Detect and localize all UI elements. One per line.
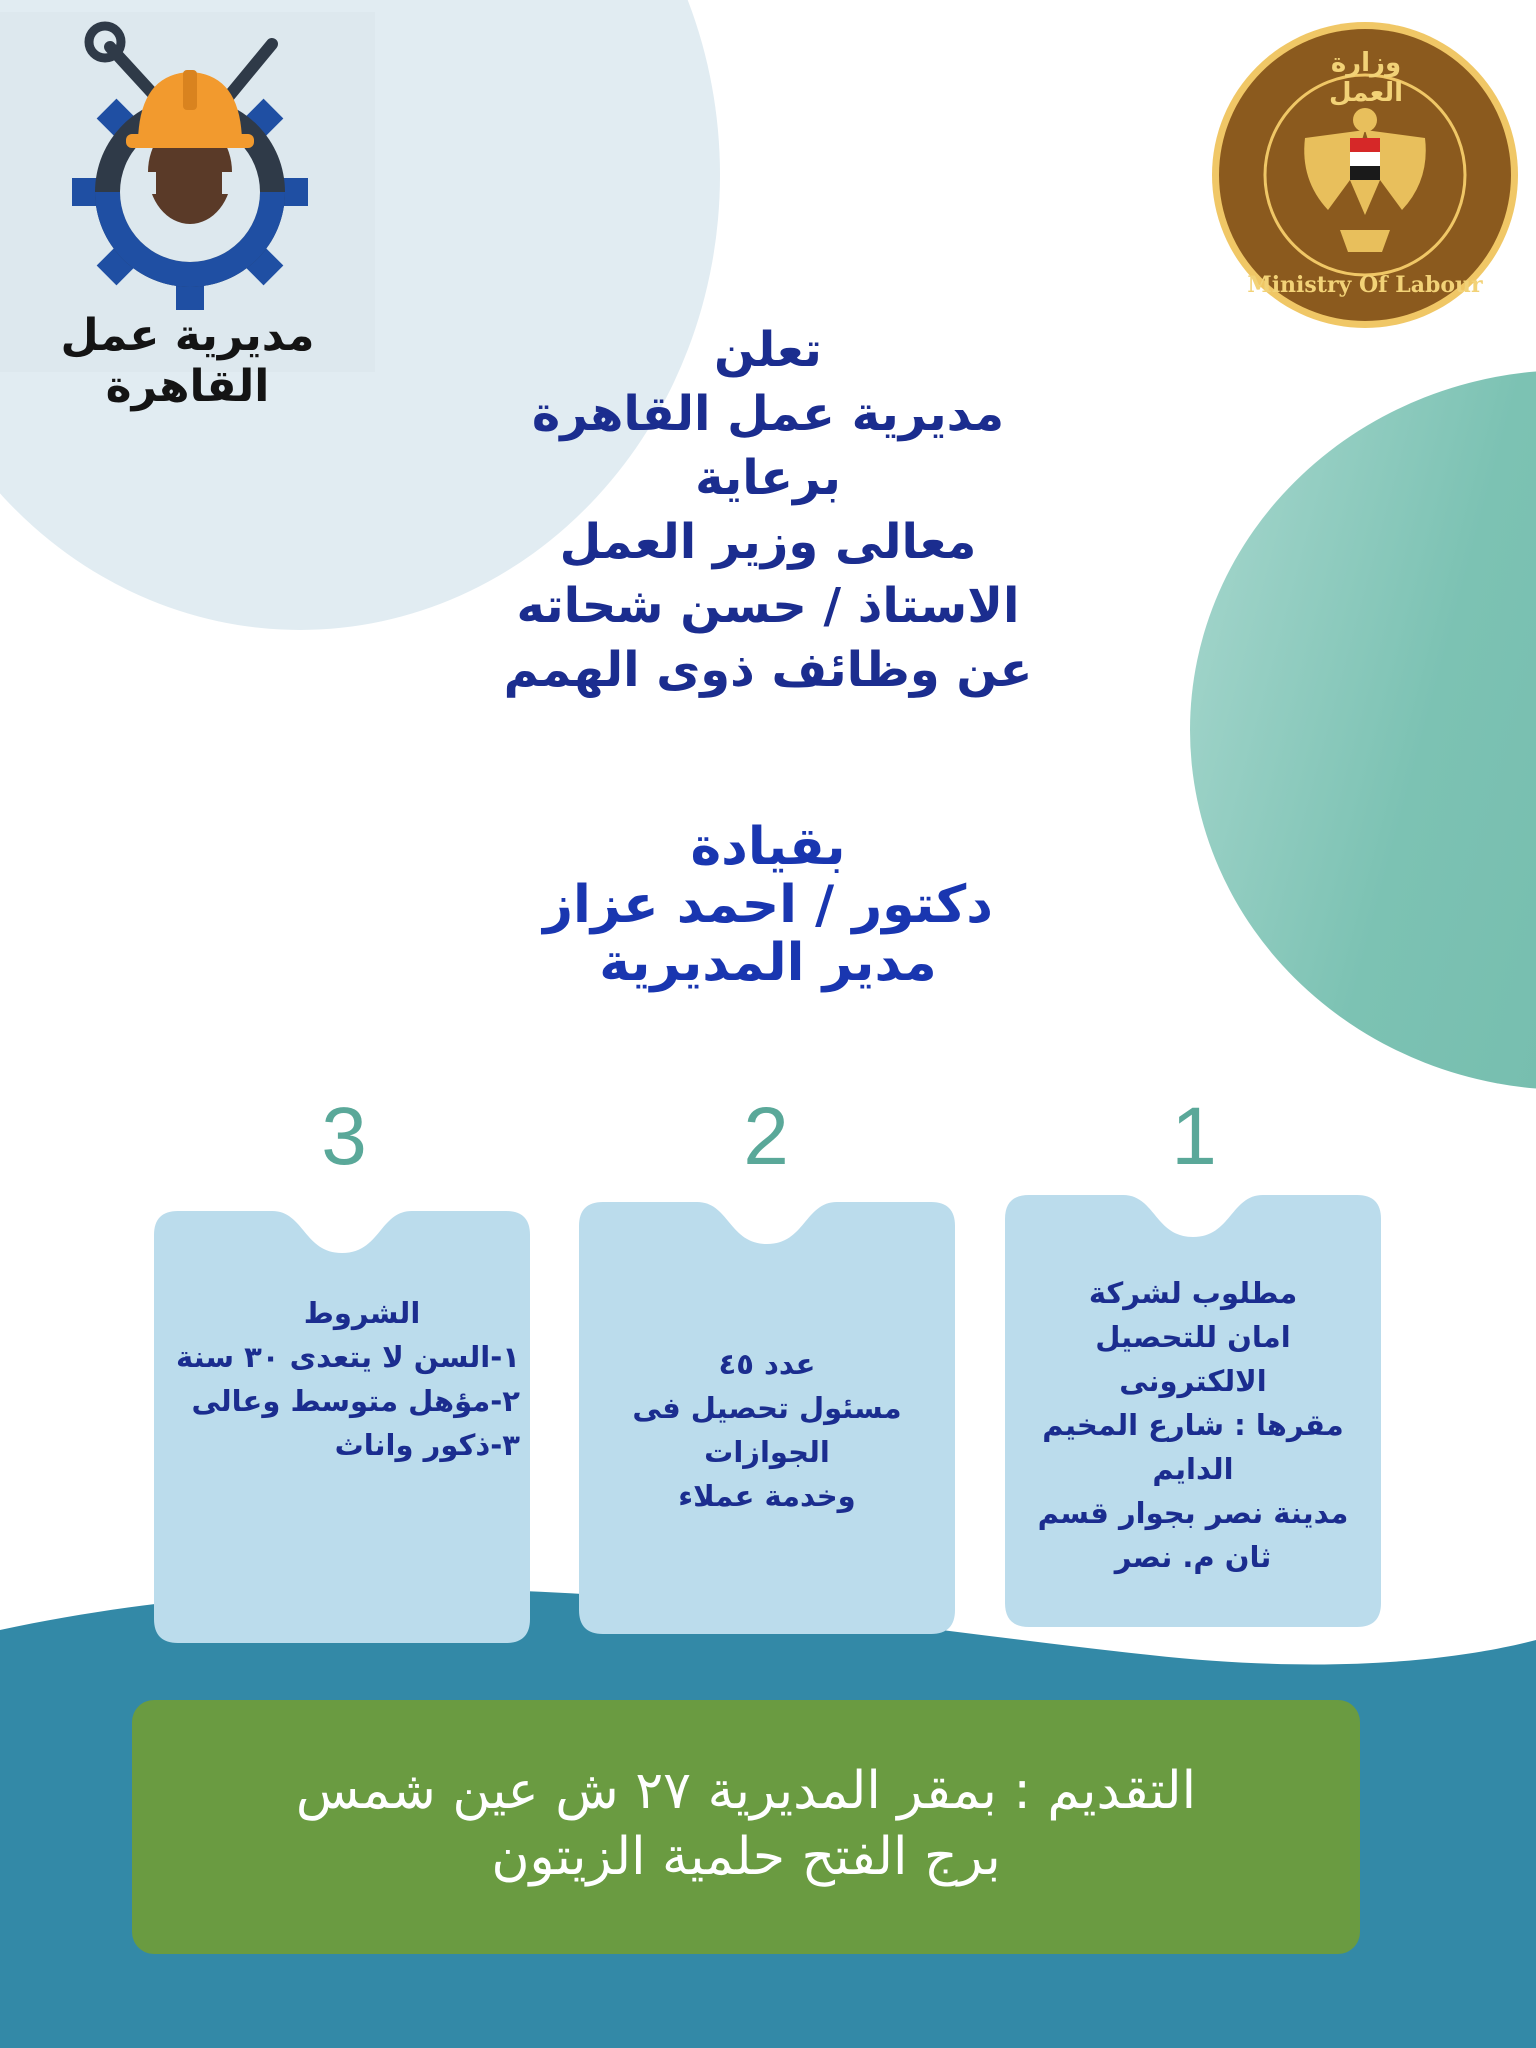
announcement-line: برعاية [695, 450, 841, 506]
apply-location-banner [132, 1700, 1360, 1954]
step-number-3: 3 [321, 1091, 367, 1182]
announcement-line: عن وظائف ذوى الهمم [503, 642, 1033, 698]
card-line: مدينة نصر بجوار قسم [1037, 1496, 1349, 1530]
background-circle-right [1190, 370, 1536, 1090]
card-line: الجوازات [704, 1435, 830, 1469]
card-line: ٢-مؤهل متوسط وعالى [191, 1384, 520, 1418]
card-line: ١-السن لا يتعدى ٣٠ سنة [176, 1340, 520, 1374]
card-line: ثان م. نصر [1114, 1540, 1272, 1574]
announcement-line: تعلن [714, 322, 822, 378]
step-card-1 [1005, 1195, 1381, 1627]
announcement-line: مديرية عمل القاهرة [531, 386, 1005, 442]
card-line: الالكترونى [1119, 1364, 1267, 1398]
step-card-3-text [164, 1291, 520, 1467]
card-line: مطلوب لشركة [1088, 1276, 1298, 1310]
directorate-logo-title: مديرية عمل القاهرة [60, 310, 315, 412]
seal-english-title: Ministry Of Labour [1247, 272, 1483, 298]
card-line: امان للتحصيل [1095, 1320, 1291, 1354]
card-line: الشروط [303, 1296, 421, 1330]
leadership-line: بقيادة [690, 817, 846, 877]
step-card-2-text [595, 1342, 939, 1518]
ministry-of-labour-seal [1210, 20, 1520, 330]
step-card-1-text [1021, 1271, 1365, 1579]
card-line: عدد ٤٥ [718, 1347, 816, 1381]
seal-arabic-title: وزارة العمل [1329, 48, 1403, 108]
leadership-line: دكتور / احمد عزاز [543, 875, 993, 935]
step-card-3 [154, 1211, 530, 1643]
apply-line-2: برج الفتح حلمية الزيتون [491, 1827, 1001, 1887]
directorate-logo [0, 12, 375, 412]
card-line: ٣-ذكور واناث [334, 1428, 520, 1462]
worker-gear-icon [0, 12, 375, 312]
step-number-1: 1 [1171, 1091, 1217, 1182]
announcement-line: معالى وزير العمل [559, 514, 977, 570]
card-line: مسئول تحصيل فى [632, 1391, 902, 1425]
card-line: وخدمة عملاء [678, 1479, 856, 1513]
card-line: مقرها : شارع المخيم [1042, 1408, 1344, 1442]
announcement-line: الاستاذ / حسن شحاته [516, 578, 1020, 634]
leadership-block [478, 818, 1058, 992]
apply-line-1: التقديم : بمقر المديرية ٢٧ ش عين شمس [295, 1761, 1197, 1821]
announcement-heading [478, 318, 1058, 702]
leadership-line: مدير المديرية [599, 933, 937, 993]
step-number-2: 2 [743, 1091, 789, 1182]
card-line: الدايم [1152, 1452, 1234, 1486]
step-card-2 [579, 1202, 955, 1634]
